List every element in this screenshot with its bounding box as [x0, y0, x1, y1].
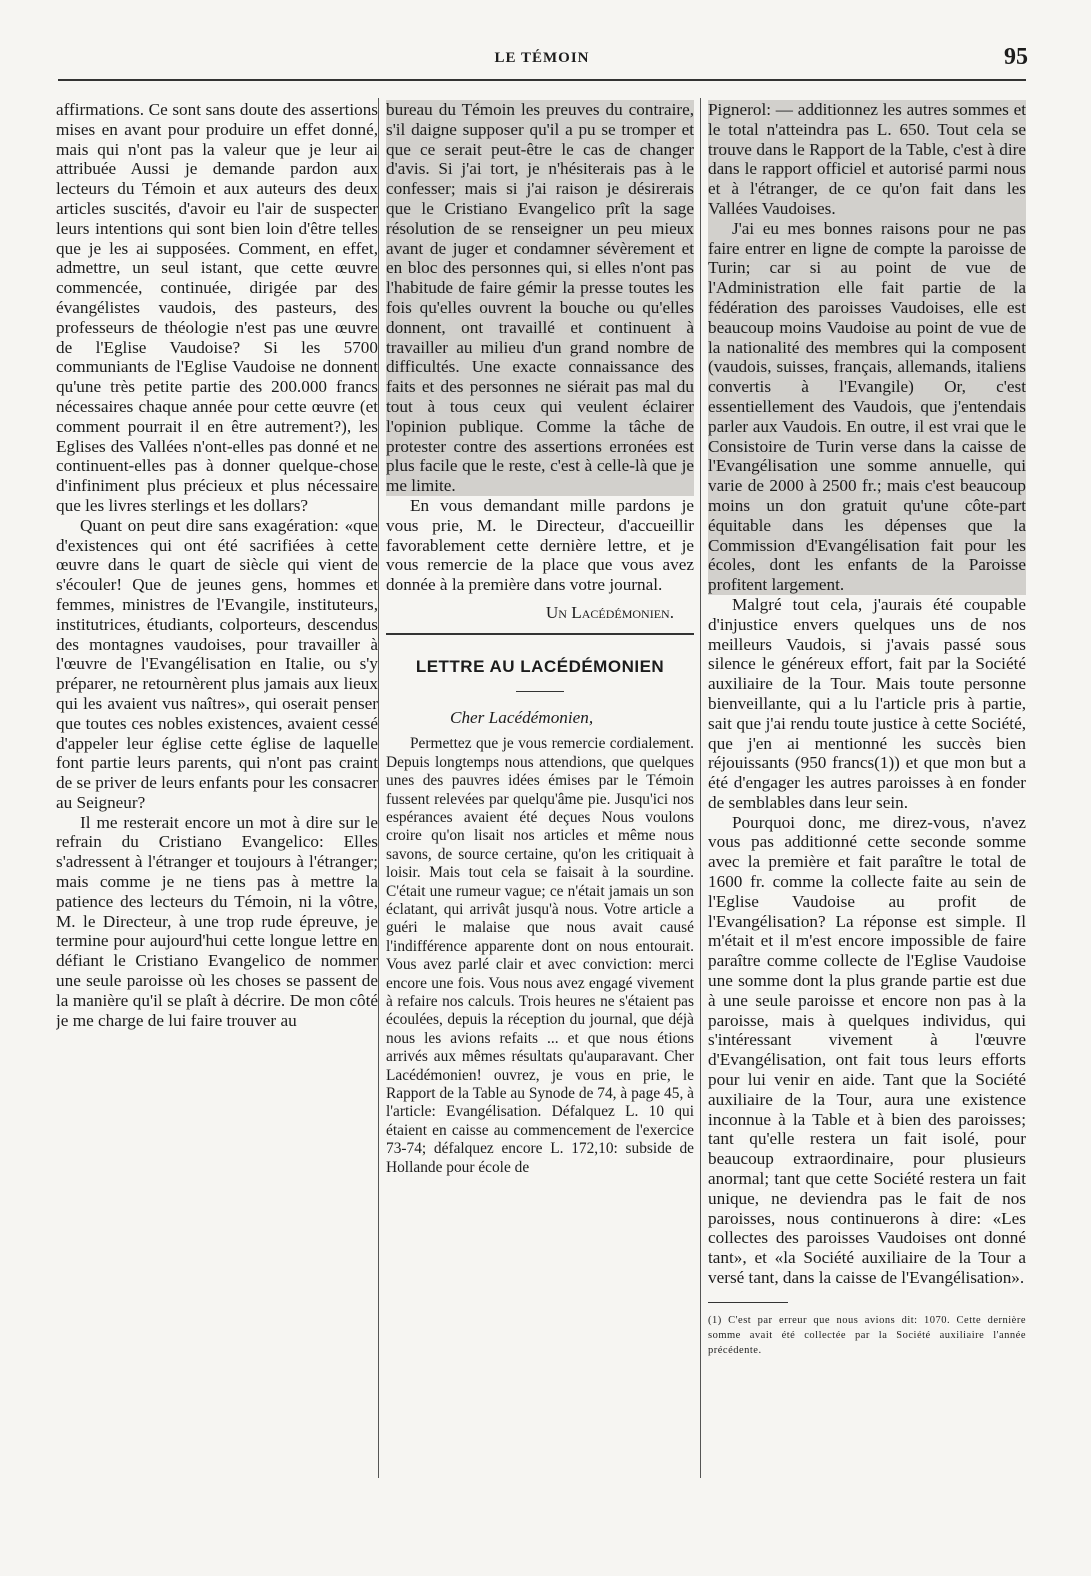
paragraph: Pignerol: — additionnez les autres sommes et le total n'atteindra pas L. 650. Tout cela se trouve dans le Rapport de la Table, c'est à dire dans le rapport officiel et autorisé parmi nous et à l'étranger, de ce qu'on fait dans les Vallées Vaudoises.: [708, 100, 1026, 218]
heading-rule: [516, 691, 564, 692]
paragraph: En vous demandant mille pardons je vous prie, M. le Directeur, d'accueillir favorablement cette dernière lettre, et je vous remercie de la place que vous avez donnée à la première dans votre journal.: [386, 495, 694, 595]
column-middle: [386, 100, 694, 1500]
column-divider: [378, 98, 379, 1478]
column-right: [708, 100, 1026, 1500]
paragraph: bureau du Témoin les preuves du contraire, s'il daigne supposer qu'il a pu se tromper et que ce serait peut-être le cas de changer d'avis. Si j'ai tort, je n'hésiterais pas à le confesser; mais si j'ai raison je désirerais que le Cristiano Evangelico prît la sage résolution de se renseigner un peu mieux avant de juger et condamner sévèrement et en bloc des personnes qui, si elles n'ont pas l'habitude de faire gémir la presse toutes les fois qu'elles ouvrent la bouche ou qu'elles donnent, ont travaillé et continuent à travailler au milieu d'un grand nombre de difficultés. Une exacte connaissance des faits et des personnes ne siérait pas mal du tout à tous ceux qui veulent éclairer l'opinion publique. Comme la tâche de protester contre des assertions erronées est plus facile que le reste, c'est à celle-là que je me limite.: [386, 100, 694, 496]
paragraph: affirmations. Ce sont sans doute des assertions mises en avant pour produire un effet donné, mais qui n'ont pas la valeur que je leur ai attribuée Aussi je demande pardon aux lecteurs du Témoin et aux auteurs des deux articles suscités, d'avoir eu l'air de suspecter leurs intentions qui sont bien loin d'être telles que je les ai supposées. Comment, en effet, admettre, un seul istant, que cette œuvre commencée, continuée, dirigée par des évangélistes vaudois, des pasteurs, des professeurs de théologie n'est pas une œuvre de l'Eglise Vaudoise? Si les 5700 communiants de l'Eglise Vaudoise ne donnent qu'une très petite partie des 200.000 francs nécessaires chaque année pour cette œuvre (et comment pourrait il en être autrement?), les Eglises des Vallées n'ont-elles pas donné et ne continuent-elles pas à donner quelque-chose d'infiniment plus précieux et plus nécessaire que les livres sterlings et les dollars?: [56, 100, 378, 515]
salutation: Cher Lacédémonien,: [450, 707, 594, 727]
paragraph: J'ai eu mes bonnes raisons pour ne pas faire entrer en ligne de compte la paroisse de Turin; car si au point de vue de l'Administration elle fait partie de la fédération des paroisses Vaudoises, elle est beaucoup moins Vaudoise au point de vue de la nationalité des membres qui la composent (vaudois, suisses, français, allemands, italiens convertis à l'Evangile) Or, c'est essentiellement des Vaudois, que j'entendais parler aux Vaudois. En outre, il est vrai que le Consistoire de Turin verse dans la caisse de l'Evangélisation une somme annuelle, qui varie de 2000 à 2500 fr.; mais c'est beaucoup moins un don gratuit qu'une côte-part équitable dans les dépenses que la Commission d'Evangélisation fait pour les écoles, dont les enfants de la Paroisse profitent largement.: [708, 218, 1026, 595]
article-heading: LETTRE AU LACÉDÉMONIEN: [415, 656, 665, 676]
paragraph: Permettez que je vous remercie cordialement. Depuis longtemps nous attendions, que quelques unes des pauvres idées émises par le Témoin fussent relevées par quelqu'âme pie. Jusqu'ici nos espérances avaient été deçues Nous voulons croire qu'on lisait nos articles et même nous savons, de source certaine, qu'on les critiquait à loisir. Mais tout cela se faisait à la sourdine. C'était une rumeur vague; ce n'était jamais un son éclatant, qui arrivât jusqu'à nous. Votre article a guéri le malaise que nous avait causé l'indifférence apparente dont on nous entourait. Vous avez parlé clair et avec conviction: merci encore une fois. Vous nous avez engagé vivement à refaire nos calculs. Trois heures ne s'étaient pas écoulées, depuis la réception du journal, que déjà nous les avions refaits ... et que nous étions arrivés aux mêmes résultats qu'auparavant. Cher Lacédémonien! ouvrez, je vous en prie, le Rapport de la Table au Synode de 74, à page 45, à l'article: Evangélisation. Défalquez L. 10 qui étaient en caisse au commencement de l'exercice 73-74; défalquez encore L. 172,10: subside de Hollande pour école de: [386, 735, 694, 1176]
column-divider: [700, 98, 701, 1478]
paragraph: Pourquoi donc, me direz-vous, n'avez vous pas additionné cette seconde somme avec la première et fait paraître le total de 1600 fr. comme la collecte faite au sein de l'Eglise Vaudoise au profit de l'Evangélisation? La réponse est simple. Il m'était et il m'est encore impossible de faire paraître comme collecte de l'Eglise Vaudoise une somme dont la plus grande partie est due à une seule paroisse et encore non pas à la paroisse, mais à quelques individus, qui s'intéressant vivement à l'œuvre d'Evangélisation, ont fait tous leurs efforts pour lui venir en aide. Tant que la Société auxiliaire de la Tour, aura une existence inconnue à la Table et à bien des paroisses; tant qu'elle restera un fait isolé, pour beaucoup extraordinaire, pour plusieurs anormal; tant que cette Société restera un fait unique, ne deviendra pas le fait de nos paroisses, nous continuerons à dire: «Les collectes des paroisses Vaudoises ont donné tant», et «la Société auxiliaire de la Tour a versé tant, dans la caisse de l'Evangélisation».: [708, 812, 1026, 1288]
journal-title: LE TÉMOIN: [494, 50, 590, 66]
page-number: 95: [1004, 44, 1028, 70]
running-header: [58, 44, 1026, 76]
header-rule: [58, 79, 1026, 81]
footnote-rule: [708, 1302, 788, 1303]
column-left: [56, 100, 378, 1500]
paragraph: Quant on peut dire sans exagération: «que d'existences qui ont été sacrifiées à cette œuvre dans le quart de siècle qui vient de s'écouler! Que de jeunes gens, hommes et femmes, ministres de l'Evangile, instituteurs, institutrices, étudiants, colporteurs, descendus des montagnes vaudoises, pour travailler à l'œuvre de l'Evangélisation en Italie, ou s'y préparer, ne retournèrent plus jamais aux lieux qui les avaient vus naîtres», qui oserait penser que toutes ces nobles existences, avaient cessé d'appeler leur église cette église de laquelle font partie leurs parents, qui n'ont pas craint de se priver de leurs enfants pour les consacrer au Seigneur?: [56, 515, 378, 812]
paragraph: Malgré tout cela, j'aurais été coupable d'injustice envers quelques uns de nos meilleurs Vaudois, si j'avais passé sous silence le généreux effort, fait par la Société auxiliaire de la Tour. Mais toute personne bienveillante, qui a lu l'article pris à partie, sait que j'ai rendu toute justice à cette Société, que j'en ai mentionné les succès bien réjouissants (950 francs(1)) et que mon but a été d'engager les autres paroisses à en fonder de semblables dans leur sein.: [708, 594, 1026, 812]
paragraph: Il me resterait encore un mot à dire sur le refrain du Cristiano Evangelico: Elles s'adressent à l'étranger et toujours à l'étranger; mais comme je ne tiens pas à mettre la patience des lecteurs du Témoin, ni la vôtre, M. le Directeur, à une trop rude épreuve, je termine pour aujourd'hui cette longue lettre en défiant le Cristiano Evangelico de nommer une seule paroisse où les choses se passent de la manière qu'il se plaît à décrire. De mon côté je me charge de lui faire trouver au: [56, 812, 378, 1030]
section-rule: [386, 633, 694, 635]
signature: Un Lacédémonien.: [545, 602, 674, 622]
footnote: (1) C'est par erreur que nous avions dit: 1070. Cette dernière somme avait été collectée par la Société auxiliaire l'année précédente.: [708, 1314, 1026, 1356]
